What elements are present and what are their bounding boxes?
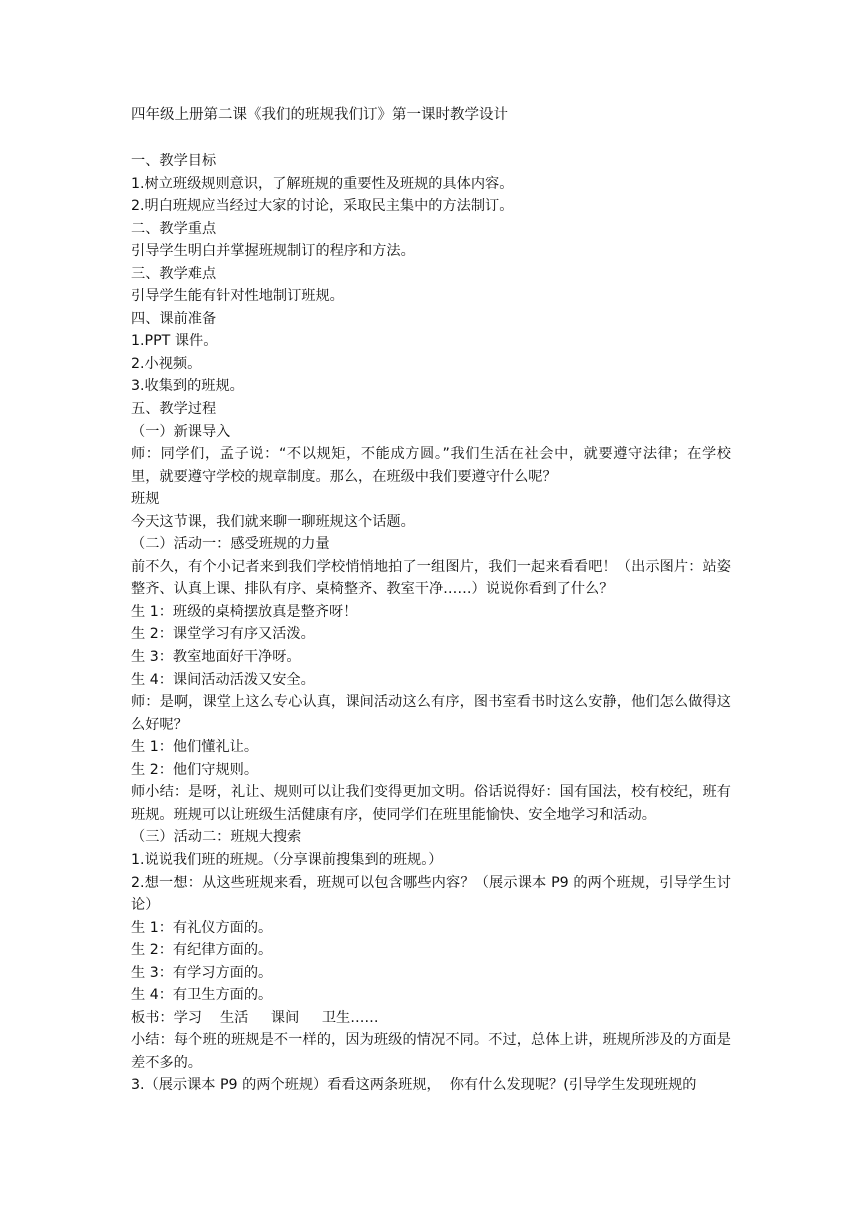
paragraph: 前不久，有个小记者来到我们学校悄悄地拍了一组图片，我们一起来看看吧！（出示图片：站姿整齐、认真上课、排队有序、桌椅整齐、教室干净……）说说你看到了什么？ [131,558,731,598]
text-line: 生 4：有卫生方面的。 [131,987,273,1004]
document-body [131,150,731,1097]
text-line: 生 3：教室地面好干净呀。 [131,649,301,666]
text-line: 生 2：课堂学习有序又活泼。 [131,626,315,643]
text-line: 生 1：班级的桌椅摆放真是整齐呀！ [131,603,358,620]
paragraph: 师：是啊，课堂上这么专心认真，课间活动这么有序，图书室看书时这么安静，他们怎么做得这么好呢？ [131,694,731,733]
text-line: 生 1：他们懂礼让。 [131,739,259,756]
paragraph: 2.想一想：从这些班规来看，班规可以包含哪些内容？（展示课本 P9 的两个班规，引导学生讨论） [131,874,731,914]
text-line: 3.收集到的班规。 [131,378,244,395]
text-line: 生 2：有纪律方面的。 [131,942,273,959]
section-heading-process: 五、教学过程 [131,401,217,418]
text-line: 1.说说我们班的班规。（分享课前搜集到的班规。） [131,851,443,868]
text-line: 2.小视频。 [131,355,202,372]
paragraph: 师：同学们，孟子说：“不以规矩，不能成方圆。”我们生活在社会中，就要遵守法律；在学校里，就要遵守学校的规章制度。那么，在班级中我们要遵守什么呢？ [131,446,731,485]
text-line: 今天这节课，我们就来聊一聊班规这个话题。 [131,513,415,530]
document-title: 四年级上册第二课《我们的班规我们订》第一课时教学设计 [131,107,508,123]
section-heading-key-points: 二、教学重点 [131,220,217,237]
text-line: 引导学生明白并掌握班规制订的程序和方法。 [131,243,415,260]
subsection-heading: （三）活动二：班规大搜索 [131,829,302,846]
text-line: 生 3：有学习方面的。 [131,964,273,981]
subsection-heading: （二）活动一：感受班规的力量 [131,536,330,553]
blackboard-notes: 板书：学习 生活 课间 卫生…… [131,1009,379,1026]
text-line: 班规 [131,491,160,508]
text-line: 1.PPT 课件。 [131,333,218,350]
text-line: 引导学生能有针对性地制订班规。 [131,288,344,305]
paragraph: 师小结：是呀，礼让、规则可以让我们变得更加文明。俗话说得好：国有国法，校有校纪，班有班规。班规可以让班级生活健康有序，使同学们在班里能愉快、安全地学习和活动。 [131,784,731,823]
text-line: 2.明白班规应当经过大家的讨论，采取民主集中的方法制订。 [131,198,514,215]
paragraph: 3.（展示课本 P9 的两个班规）看看这两条班规， 你有什么发现呢？(引导学生发现班规的 [131,1077,697,1094]
text-line: 生 4：课间活动活泼又安全。 [131,671,315,688]
text-line: 1.树立班级规则意识，了解班规的重要性及班规的具体内容。 [131,175,514,192]
paragraph: 小结：每个班的班规是不一样的，因为班级的情况不同。不过，总体上讲，班规所涉及的方面是差不多的。 [131,1032,731,1071]
section-heading-objectives: 一、教学目标 [131,153,217,169]
section-heading-difficulties: 三、教学难点 [131,265,217,282]
subsection-heading: （一）新课导入 [131,423,231,440]
text-line: 生 1：有礼仪方面的。 [131,919,273,936]
section-heading-preparation: 四、课前准备 [131,310,217,327]
text-line: 生 2：他们守规则。 [131,761,259,778]
